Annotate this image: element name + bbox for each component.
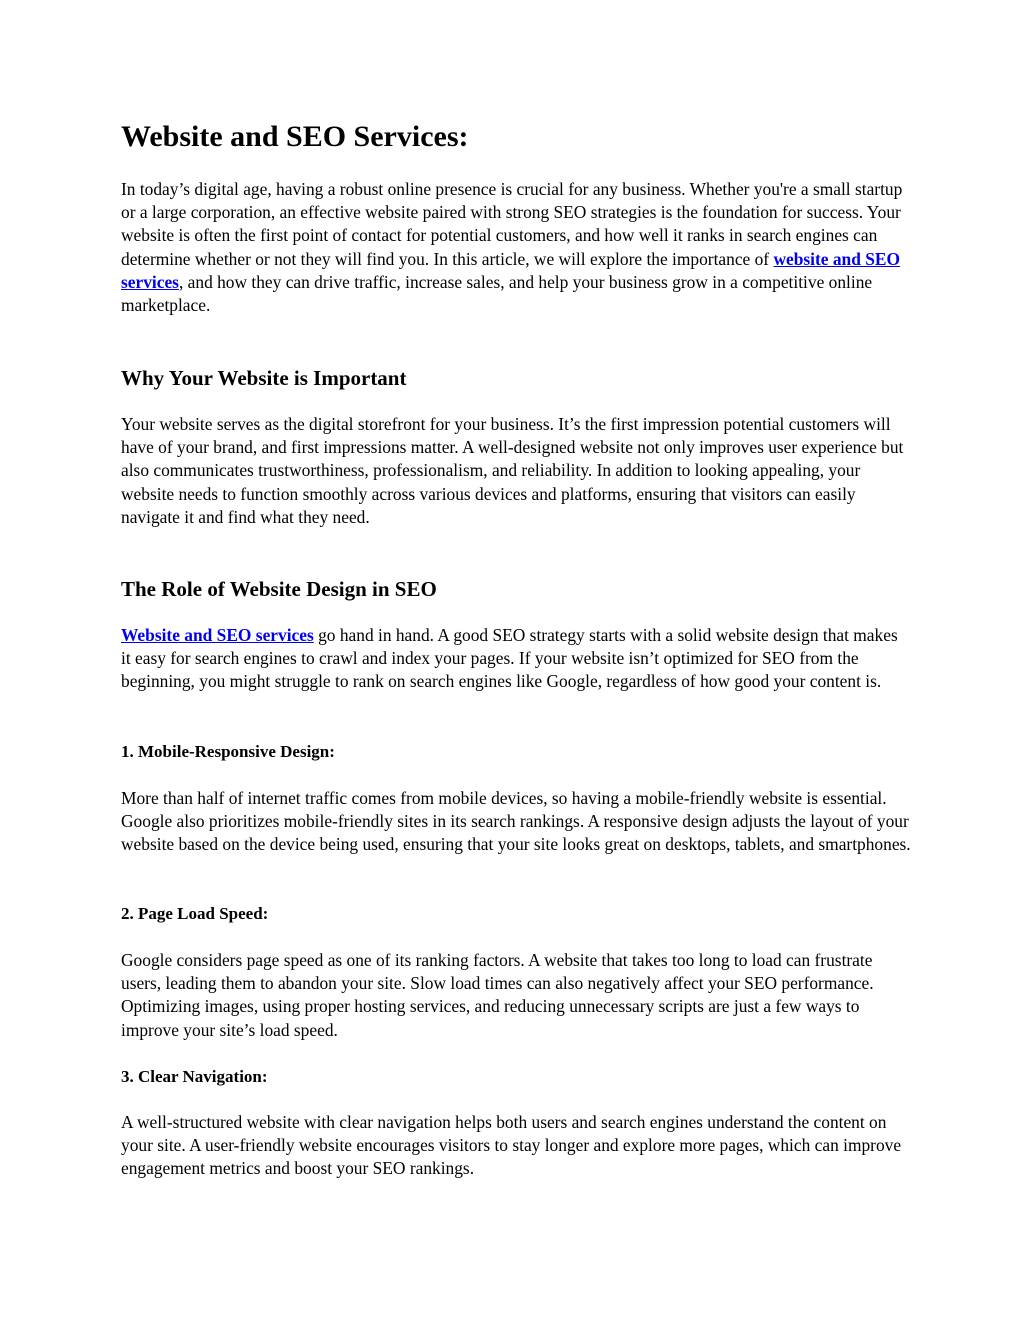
role-of-design-heading: The Role of Website Design in SEO bbox=[121, 577, 437, 601]
clear-navigation-paragraph: A well-structured website with clear navigation helps both users and search engines understand the content on your site. A user-friendly website encourages visitors to stay longer and explore more pages, which can improve engagement metrics and boost your SEO rankings. bbox=[121, 1112, 902, 1179]
role-seo-services-link[interactable]: Website and SEO services bbox=[121, 625, 314, 645]
role-text-after: go hand in hand. A good SEO strategy starts with a solid website design that makes it easy for search engines to crawl and index your pages. If your website isn’t optimized for SEO from the beginning, you might struggle to rank on search engines like Google, regardless of how good your content is. bbox=[121, 625, 898, 692]
intro-seo-services-link[interactable]: website and SEO services bbox=[121, 248, 901, 292]
role-of-design-paragraph bbox=[121, 624, 911, 694]
page-load-speed-paragraph: Google considers page speed as one of its ranking factors. A website that takes too long to load can frustrate users, leading them to abandon your site. Slow load times can also negatively affect your SEO performance. Optimizing images, using proper hosting services, and reducing unnecessary scripts are just a few ways to improve your site’s load speed. bbox=[121, 950, 874, 1040]
intro-text-before: In today’s digital age, having a robust online presence is crucial for any business. Whether you're a small startup or a large corporation, an effective website paired with strong SEO strategies is the foundation for success. Your website is often the first point of contact for potential customers, and how well it ranks in search engines can determine whether or not they will find you. In this article, we will explore the importance of bbox=[121, 179, 903, 269]
mobile-responsive-paragraph: More than half of internet traffic comes from mobile devices, so having a mobile-friendly website is essential. Google also prioritizes mobile-friendly sites in its search rankings. A responsive design adjusts the layout of your website based on the device being used, ensuring that your site looks great on desktops, tablets, and smartphones. bbox=[121, 788, 911, 855]
why-website-heading: Why Your Website is Important bbox=[121, 366, 407, 390]
page-load-speed-heading: 2. Page Load Speed: bbox=[121, 904, 269, 923]
clear-navigation-heading: 3. Clear Navigation: bbox=[121, 1067, 268, 1086]
intro-text-after: , and how they can drive traffic, increase sales, and help your business grow in a competitive online marketplace. bbox=[121, 271, 873, 316]
why-website-paragraph: Your website serves as the digital storefront for your business. It’s the first impression potential customers will have of your brand, and first impressions matter. A well-designed website not only improves user experience but also communicates trustworthiness, professionalism, and reliability. In addition to looking appealing, your website needs to function smoothly across various devices and platforms, ensuring that visitors can easily navigate it and find what they need. bbox=[121, 414, 904, 527]
intro-paragraph bbox=[121, 178, 911, 317]
page-title: Website and SEO Services: bbox=[121, 120, 469, 153]
mobile-responsive-heading: 1. Mobile-Responsive Design: bbox=[121, 742, 335, 761]
